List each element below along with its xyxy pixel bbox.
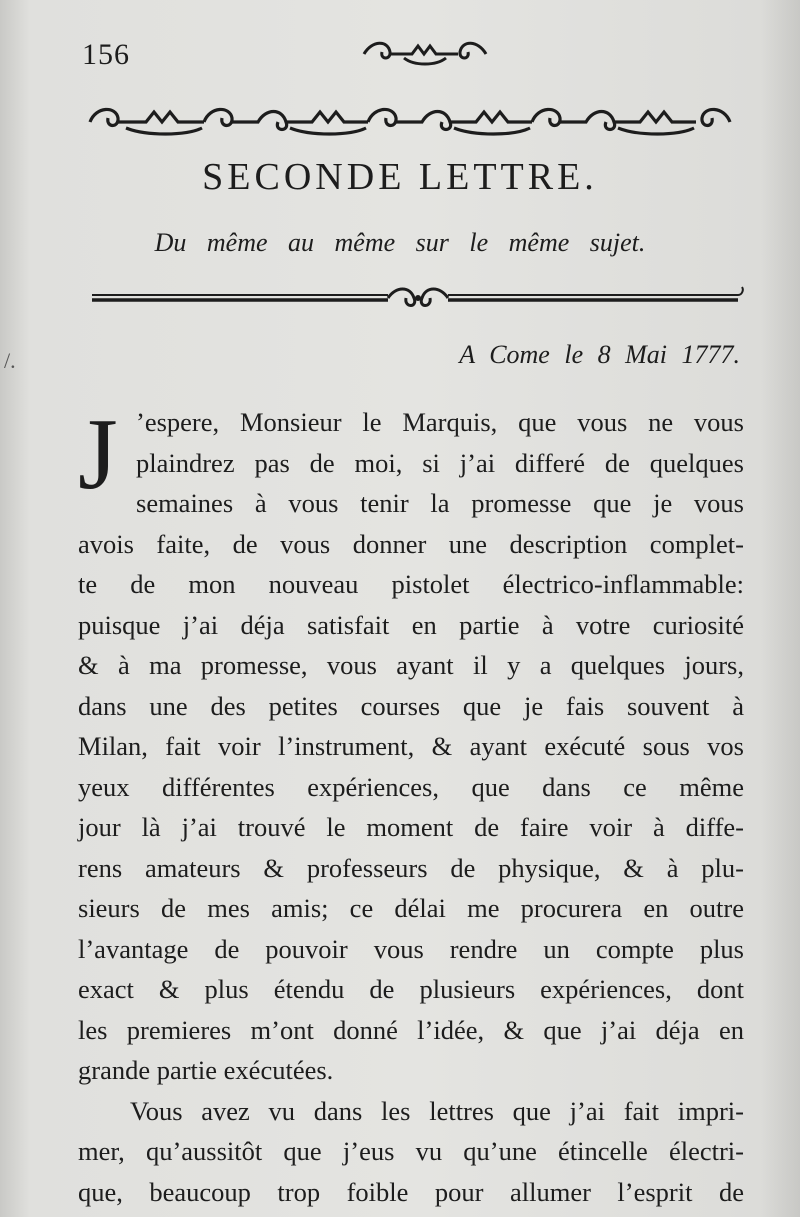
letter-body (78, 398, 744, 1212)
letter-dateline: A Come le 8 Mai 1777. (459, 340, 740, 369)
text-line: l’avantage de pouvoir vous rendre un compte plus (78, 933, 744, 964)
text-line: mer, qu’aussitôt que j’eus vu qu’une étincelle électri- (78, 1136, 744, 1166)
text-line: les premieres m’ont donné l’idée, & que j’ai déja en (78, 1014, 744, 1045)
letter-subtitle: Du même au même sur le même sujet. (154, 228, 646, 257)
text-line: rens amateurs & professeurs de physique, & à plu- (78, 852, 744, 883)
text-line: Milan, fait voir l’instrument, & ayant exécuté sous vos (78, 731, 744, 761)
text-line: jour là j’ai trouvé le moment de faire voir à diffe- (78, 812, 744, 842)
text-line: plaindrez pas de moi, si j’ai differé de quelques (136, 447, 744, 478)
text-line: Vous avez vu dans les lettres que j’ai fait impri- (130, 1095, 744, 1126)
text-line: yeux différentes expériences, que dans ce même (78, 771, 744, 802)
text-line: dans une des petites courses que je fais souvent à (78, 690, 744, 721)
text-line: exact & plus étendu de plusieurs expériences, dont (78, 974, 744, 1004)
drop-cap: J (78, 398, 118, 511)
margin-mark: /. (4, 348, 16, 373)
text-line: avois faite, de vous donner une description complet- (78, 528, 744, 559)
divider-rule-ornament (88, 284, 748, 314)
header-ornament-band (86, 98, 734, 140)
top-small-ornament (360, 36, 490, 68)
text-line: te de mon nouveau pistolet électrico-inflammable: (78, 569, 744, 599)
text-line: sieurs de mes amis; ce délai me procurera en outre (78, 893, 744, 923)
text-line: & à ma promesse, vous ayant il y a quelques jours, (78, 650, 744, 680)
text-line: ’espere, Monsieur le Marquis, que vous ne vous (136, 407, 744, 437)
text-line: que, beaucoup trop foible pour allumer l’esprit de (78, 1176, 744, 1207)
text-line: grande partie exécutées. (78, 1055, 334, 1085)
letter-title: SECONDE LETTRE. (202, 156, 598, 198)
text-line: puisque j’ai déja satisfait en partie à votre curiosité (78, 609, 744, 640)
page-number: 156 (82, 38, 130, 71)
text-line: semaines à vous tenir la promesse que je vous (136, 488, 744, 518)
